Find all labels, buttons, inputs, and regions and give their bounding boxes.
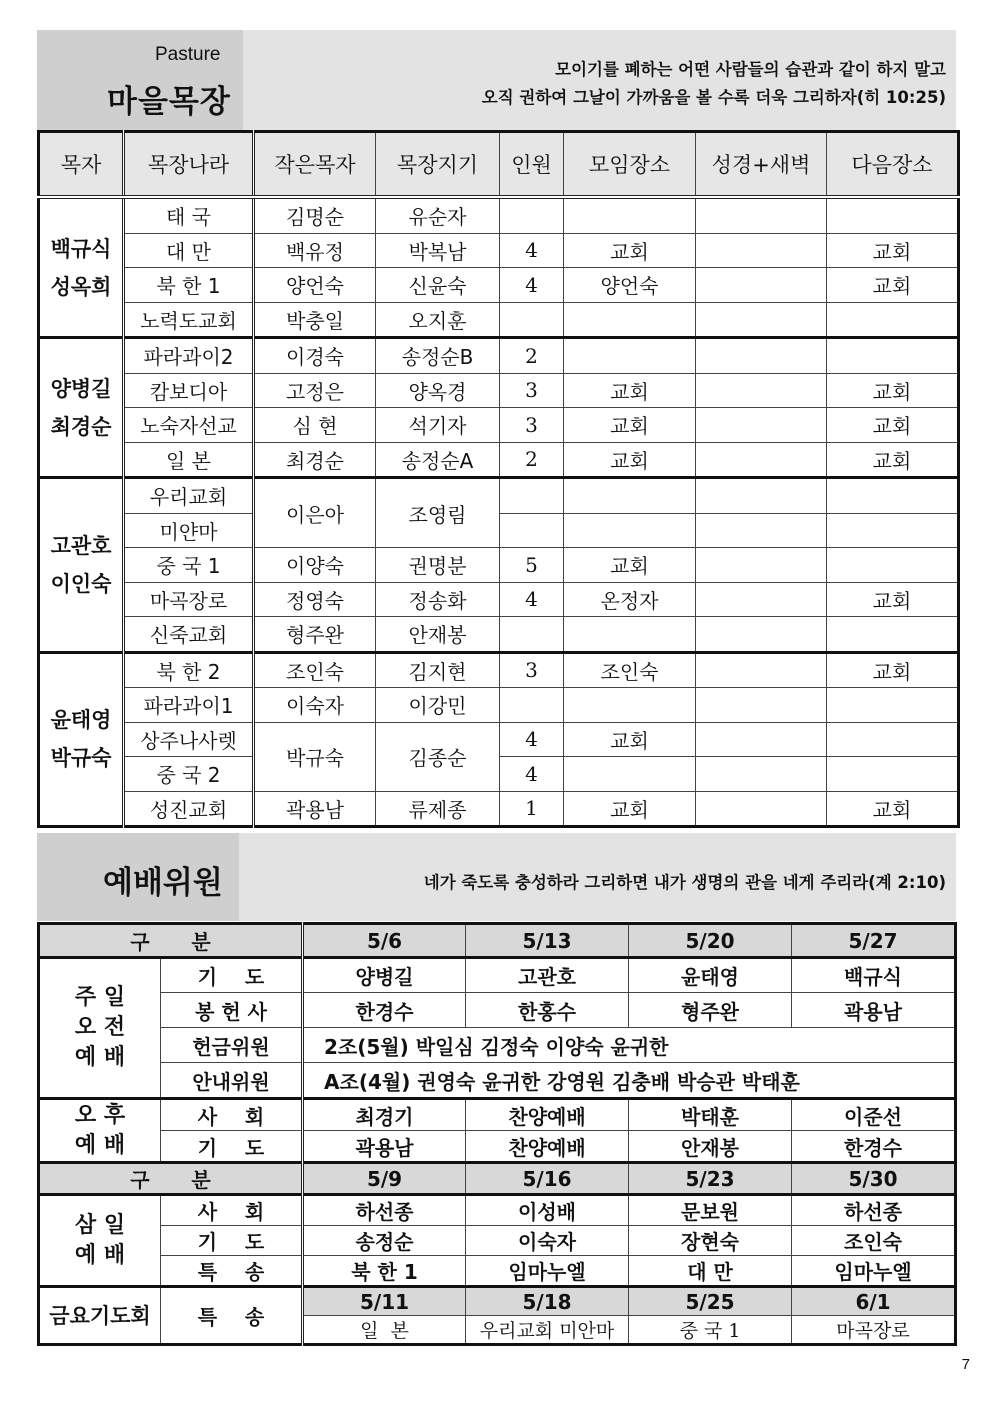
bible-cell <box>696 197 827 233</box>
country-cell: 노력도교회 <box>124 302 254 338</box>
role-label: 안내위원 <box>161 1063 303 1099</box>
bible-cell <box>696 791 827 827</box>
small-shepherd-cell: 최경순 <box>254 442 376 478</box>
friday-date-row <box>39 1287 956 1316</box>
bible-cell <box>696 338 827 374</box>
country-cell: 성진교회 <box>124 791 254 827</box>
next-place-cell: 교회 <box>827 652 959 688</box>
leader-name: 고관호 <box>50 533 112 558</box>
pasture-verse-line2: 오직 권하여 그날이 가까움을 볼 수록 더욱 그리하자(히 10:25) <box>481 88 946 107</box>
next-place-cell: 교회 <box>827 791 959 827</box>
bible-cell <box>696 442 827 478</box>
bible-cell <box>696 373 827 408</box>
name-cell: 곽용남 <box>792 993 956 1028</box>
date-cell: 5/11 <box>303 1287 466 1316</box>
place-cell <box>564 338 696 374</box>
table-row <box>39 478 959 514</box>
bible-cell <box>696 233 827 268</box>
name-cell: 곽용남 <box>303 1131 466 1163</box>
place-cell: 양언숙 <box>564 268 696 303</box>
worship-title-box <box>37 833 239 921</box>
name-cell: 우리교회 미안마 <box>466 1316 629 1345</box>
country-cell: 북 한 2 <box>124 652 254 688</box>
wednesday-prayer-row <box>39 1226 956 1256</box>
name-cell: 고관호 <box>466 958 629 993</box>
col-header: 목장지기 <box>376 132 500 198</box>
country-cell: 파라과이2 <box>124 338 254 374</box>
pasture-table <box>37 130 960 828</box>
pasture-title: 마을목장 <box>107 84 231 120</box>
small-shepherd-cell: 이숙자 <box>254 688 376 723</box>
leader-name: 최경순 <box>50 414 112 439</box>
small-shepherd-cell: 심 현 <box>254 408 376 443</box>
sunday-pm-host-row <box>39 1099 956 1131</box>
table-row <box>39 617 959 653</box>
role-label: 사 회 <box>161 1099 303 1131</box>
place-cell <box>564 757 696 792</box>
name-cell: 송정순 <box>303 1226 466 1256</box>
leader-name: 양병길 <box>50 376 112 401</box>
col-header: 모임장소 <box>564 132 696 198</box>
date-cell: 5/20 <box>629 924 792 958</box>
count-cell: 2 <box>500 442 564 478</box>
role-label: 특 송 <box>161 1256 303 1287</box>
bible-cell <box>696 582 827 617</box>
name-cell: 하선종 <box>792 1195 956 1226</box>
place-cell: 온정자 <box>564 582 696 617</box>
country-cell: 우리교회 <box>124 478 254 514</box>
tithe-row <box>39 1028 956 1063</box>
keeper-cell: 박복남 <box>376 233 500 268</box>
page-number: 7 <box>961 1356 970 1373</box>
next-place-cell <box>827 302 959 338</box>
date-cell: 5/16 <box>466 1163 629 1195</box>
name-cell: 형주완 <box>629 993 792 1028</box>
bible-cell <box>696 302 827 338</box>
sunday-am-offering-row <box>39 993 956 1028</box>
pasture-header <box>37 30 956 130</box>
count-cell: 4 <box>500 268 564 303</box>
next-place-cell: 교회 <box>827 268 959 303</box>
country-cell: 중 국 2 <box>124 757 254 792</box>
count-cell: 3 <box>500 373 564 408</box>
name-cell: 최경기 <box>303 1099 466 1131</box>
count-cell <box>500 617 564 653</box>
bible-cell <box>696 478 827 514</box>
role-label: 봉 헌 사 <box>161 993 303 1028</box>
country-cell: 미얀마 <box>124 513 254 548</box>
small-shepherd-cell: 정영숙 <box>254 582 376 617</box>
place-cell <box>564 197 696 233</box>
date-cell: 5/18 <box>466 1287 629 1316</box>
name-cell: 마곡장로 <box>792 1316 956 1345</box>
col-header: 목장나라 <box>124 132 254 198</box>
name-cell: 대 만 <box>629 1256 792 1287</box>
name-cell: 이준선 <box>792 1099 956 1131</box>
table-row <box>39 408 959 443</box>
wednesday-host-row <box>39 1195 956 1226</box>
table-row <box>39 197 959 233</box>
small-shepherd-cell: 곽용남 <box>254 791 376 827</box>
role-label: 기 도 <box>161 1131 303 1163</box>
count-cell: 4 <box>500 757 564 792</box>
name-cell: 윤태영 <box>629 958 792 993</box>
sunday-pm-label: 오 후 예 배 <box>39 1099 161 1163</box>
worship-table <box>37 922 957 1346</box>
table-row <box>39 791 959 827</box>
small-shepherd-cell: 이양숙 <box>254 548 376 583</box>
count-cell <box>500 197 564 233</box>
name-cell: 안재봉 <box>629 1131 792 1163</box>
small-shepherd-cell: 박규숙 <box>254 722 376 791</box>
small-shepherd-cell: 이은아 <box>254 478 376 548</box>
count-cell: 5 <box>500 548 564 583</box>
date-cell: 5/25 <box>629 1287 792 1316</box>
usher-text: A조(4월) 권영숙 윤귀한 강영원 김충배 박승관 박태훈 <box>303 1063 956 1099</box>
name-cell: 조인숙 <box>792 1226 956 1256</box>
name-cell: 하선종 <box>303 1195 466 1226</box>
keeper-cell: 조영림 <box>376 478 500 548</box>
bible-cell <box>696 548 827 583</box>
role-label: 특 송 <box>161 1287 303 1345</box>
usher-row <box>39 1063 956 1099</box>
keeper-cell: 오지훈 <box>376 302 500 338</box>
keeper-cell: 양옥경 <box>376 373 500 408</box>
place-cell <box>564 302 696 338</box>
table-row <box>39 442 959 478</box>
small-shepherd-cell: 이경숙 <box>254 338 376 374</box>
name-cell: 북 한 1 <box>303 1256 466 1287</box>
keeper-cell: 이강민 <box>376 688 500 723</box>
wednesday-label: 삼 일 예 배 <box>39 1195 161 1287</box>
date-cell: 5/30 <box>792 1163 956 1195</box>
small-shepherd-cell: 양언숙 <box>254 268 376 303</box>
name-cell: 문보원 <box>629 1195 792 1226</box>
leader-cell <box>39 197 124 338</box>
table-row <box>39 688 959 723</box>
next-place-cell: 교회 <box>827 582 959 617</box>
friday-label: 금요기도회 <box>39 1287 161 1345</box>
place-cell: 조인숙 <box>564 652 696 688</box>
bible-cell <box>696 722 827 757</box>
keeper-cell: 유순자 <box>376 197 500 233</box>
col-header: 인원 <box>500 132 564 198</box>
country-cell: 일 본 <box>124 442 254 478</box>
name-cell: 임마누엘 <box>466 1256 629 1287</box>
small-shepherd-cell: 조인숙 <box>254 652 376 688</box>
date-cell: 5/13 <box>466 924 629 958</box>
name-cell: 찬양예배 <box>466 1099 629 1131</box>
country-cell: 태 국 <box>124 197 254 233</box>
bible-cell <box>696 652 827 688</box>
bible-cell <box>696 513 827 548</box>
next-place-cell <box>827 757 959 792</box>
name-cell: 중 국 1 <box>629 1316 792 1345</box>
sunday-am-label: 주 일 오 전 예 배 <box>39 958 161 1099</box>
name-cell: 찬양예배 <box>466 1131 629 1163</box>
count-cell: 4 <box>500 233 564 268</box>
date-cell: 6/1 <box>792 1287 956 1316</box>
sunday-date-row <box>39 924 956 958</box>
name-cell: 이성배 <box>466 1195 629 1226</box>
count-cell <box>500 478 564 514</box>
name-cell: 박태훈 <box>629 1099 792 1131</box>
count-cell: 4 <box>500 582 564 617</box>
name-cell: 양병길 <box>303 958 466 993</box>
pasture-verse-line1: 모이기를 폐하는 어떤 사람들의 습관과 같이 하지 말고 <box>555 60 946 79</box>
role-label: 기 도 <box>161 958 303 993</box>
next-place-cell <box>827 617 959 653</box>
next-place-cell <box>827 548 959 583</box>
worship-header <box>37 833 956 921</box>
small-shepherd-cell: 형주완 <box>254 617 376 653</box>
keeper-cell: 신윤숙 <box>376 268 500 303</box>
country-cell: 마곡장로 <box>124 582 254 617</box>
country-cell: 캄보디아 <box>124 373 254 408</box>
country-cell: 파라과이1 <box>124 688 254 723</box>
small-shepherd-cell: 백유정 <box>254 233 376 268</box>
small-shepherd-cell: 고정은 <box>254 373 376 408</box>
country-cell: 신죽교회 <box>124 617 254 653</box>
leader-cell <box>39 338 124 478</box>
leader-cell <box>39 652 124 827</box>
country-cell: 북 한 1 <box>124 268 254 303</box>
date-cell: 5/9 <box>303 1163 466 1195</box>
next-place-cell <box>827 688 959 723</box>
date-cell: 5/27 <box>792 924 956 958</box>
name-cell: 임마누엘 <box>792 1256 956 1287</box>
place-cell <box>564 617 696 653</box>
keeper-cell: 송정순B <box>376 338 500 374</box>
keeper-cell: 석기자 <box>376 408 500 443</box>
keeper-cell: 김종순 <box>376 722 500 791</box>
wednesday-special-row <box>39 1256 956 1287</box>
keeper-cell: 김지현 <box>376 652 500 688</box>
pasture-header-row <box>39 132 959 198</box>
wednesday-date-row <box>39 1163 956 1195</box>
leader-name: 윤태영 <box>50 708 112 733</box>
name-cell: 백규식 <box>792 958 956 993</box>
name-cell: 이숙자 <box>466 1226 629 1256</box>
count-cell <box>500 688 564 723</box>
name-cell: 장현숙 <box>629 1226 792 1256</box>
name-cell: 한홍수 <box>466 993 629 1028</box>
next-place-cell: 교회 <box>827 233 959 268</box>
leader-name: 성옥희 <box>50 274 112 299</box>
col-header: 목자 <box>39 132 124 198</box>
name-cell: 일 본 <box>303 1316 466 1345</box>
count-cell: 3 <box>500 408 564 443</box>
count-cell: 2 <box>500 338 564 374</box>
keeper-cell: 안재봉 <box>376 617 500 653</box>
table-row <box>39 722 959 757</box>
role-label: 헌금위원 <box>161 1028 303 1063</box>
worship-verse: 네가 죽도록 충성하라 그리하면 내가 생명의 관을 네게 주리라(계 2:10) <box>423 873 946 892</box>
worship-title: 예배위원 <box>103 865 223 901</box>
country-cell: 대 만 <box>124 233 254 268</box>
keeper-cell: 권명분 <box>376 548 500 583</box>
table-row <box>39 338 959 374</box>
name-cell: 한경수 <box>303 993 466 1028</box>
country-cell: 노숙자선교 <box>124 408 254 443</box>
sunday-pm-prayer-row <box>39 1131 956 1163</box>
next-place-cell: 교회 <box>827 408 959 443</box>
next-place-cell: 교회 <box>827 373 959 408</box>
leader-name: 백규식 <box>50 236 112 261</box>
table-row <box>39 548 959 583</box>
next-place-cell <box>827 722 959 757</box>
place-cell: 교회 <box>564 373 696 408</box>
count-cell: 4 <box>500 722 564 757</box>
col-header: 다음장소 <box>827 132 959 198</box>
keeper-cell: 정송화 <box>376 582 500 617</box>
place-cell: 교회 <box>564 442 696 478</box>
small-shepherd-cell: 김명순 <box>254 197 376 233</box>
place-cell: 교회 <box>564 408 696 443</box>
count-cell: 1 <box>500 791 564 827</box>
col-header: 작은목자 <box>254 132 376 198</box>
bible-cell <box>696 268 827 303</box>
leader-name: 이인숙 <box>50 571 112 596</box>
next-place-cell <box>827 513 959 548</box>
keeper-cell: 류제종 <box>376 791 500 827</box>
count-cell: 3 <box>500 652 564 688</box>
place-cell: 교회 <box>564 233 696 268</box>
next-place-cell <box>827 478 959 514</box>
table-row <box>39 302 959 338</box>
role-label: 사 회 <box>161 1195 303 1226</box>
place-cell <box>564 513 696 548</box>
date-cell: 5/23 <box>629 1163 792 1195</box>
col-header: 성경+새벽 <box>696 132 827 198</box>
bible-cell <box>696 408 827 443</box>
place-cell <box>564 478 696 514</box>
table-row <box>39 233 959 268</box>
bible-cell <box>696 617 827 653</box>
date-cell: 5/6 <box>303 924 466 958</box>
place-cell: 교회 <box>564 548 696 583</box>
count-cell <box>500 302 564 338</box>
next-place-cell <box>827 197 959 233</box>
bible-cell <box>696 757 827 792</box>
division-label: 구 분 <box>39 924 303 958</box>
table-row <box>39 652 959 688</box>
country-cell: 상주나사렛 <box>124 722 254 757</box>
pasture-en-title: Pasture <box>155 44 221 65</box>
place-cell <box>564 688 696 723</box>
table-row <box>39 582 959 617</box>
count-cell <box>500 513 564 548</box>
tithe-text: 2조(5월) 박일심 김정숙 이양숙 윤귀한 <box>303 1028 956 1063</box>
place-cell: 교회 <box>564 791 696 827</box>
country-cell: 중 국 1 <box>124 548 254 583</box>
next-place-cell: 교회 <box>827 442 959 478</box>
pasture-title-box <box>37 30 243 130</box>
sunday-am-prayer-row <box>39 958 956 993</box>
division-label: 구 분 <box>39 1163 303 1195</box>
table-row <box>39 268 959 303</box>
next-place-cell <box>827 338 959 374</box>
role-label: 기 도 <box>161 1226 303 1256</box>
leader-cell <box>39 478 124 653</box>
keeper-cell: 송정순A <box>376 442 500 478</box>
leader-name: 박규숙 <box>50 746 112 771</box>
table-row <box>39 373 959 408</box>
small-shepherd-cell: 박충일 <box>254 302 376 338</box>
name-cell: 한경수 <box>792 1131 956 1163</box>
place-cell: 교회 <box>564 722 696 757</box>
bible-cell <box>696 688 827 723</box>
